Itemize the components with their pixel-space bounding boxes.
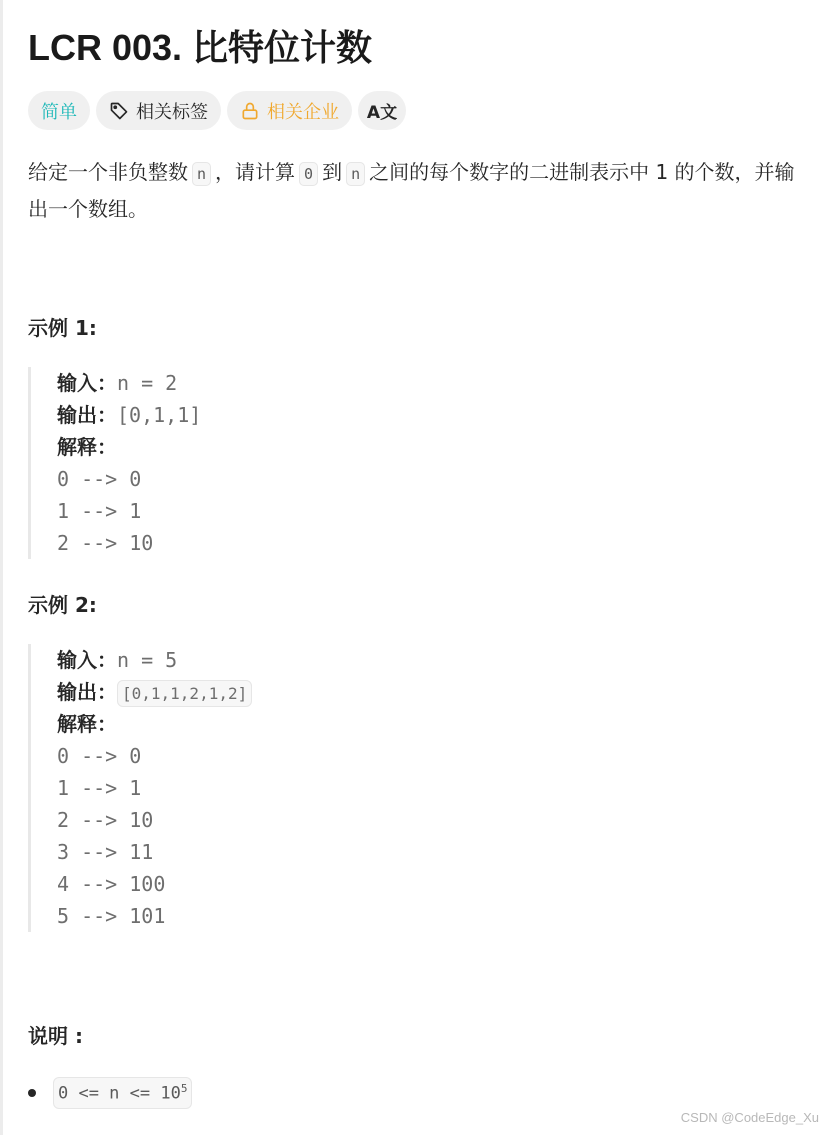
explain-line: 2 --> 10 <box>57 531 154 555</box>
explain-line: 3 --> 11 <box>57 840 154 864</box>
notes-heading: 说明 : <box>28 1024 83 1048</box>
inline-code: 0 <box>299 162 318 186</box>
bullet-dot <box>28 1089 36 1097</box>
difficulty-tag[interactable] <box>28 91 90 130</box>
tag-icon <box>109 101 129 121</box>
companies-label: 相关企业 <box>267 101 339 123</box>
problem-title: LCR 003. 比特位计数 <box>28 27 373 68</box>
explain-line: 0 --> 0 <box>57 467 142 491</box>
tag-bar <box>28 91 406 130</box>
left-border <box>0 0 3 1135</box>
topics-tag-button[interactable] <box>96 91 221 130</box>
translate-icon: A文 <box>366 103 398 123</box>
problem-description: 给定一个非负整数 n ，请计算 0 到 n 之间的每个数字的二进制表示中 1 的个数，并输出一个数组。 <box>28 160 795 221</box>
explain-line: 4 --> 100 <box>57 872 166 896</box>
translate-button[interactable] <box>358 91 406 130</box>
example-2-output: [0,1,1,2,1,2] <box>117 680 252 707</box>
constraint-code: $0 <= n <= 10^5$ <box>53 1077 192 1109</box>
example-2-block: 输入：n = 5 输出： [0,1,1,2,1,2] 解释： 0 --> 0 1 --> 1 2 --> 10 3 --> 11 4 --> 100 5 --> 101 <box>28 644 252 932</box>
companies-tag-button[interactable] <box>227 91 352 130</box>
inline-code: n <box>346 162 365 186</box>
explain-line: 5 --> 101 <box>57 904 166 928</box>
difficulty-label: 简单 <box>41 101 77 123</box>
explain-line: 1 --> 1 <box>57 499 142 523</box>
example-2-heading: 示例 2: <box>28 593 97 617</box>
inline-code: n <box>192 162 211 186</box>
example-1-input: n = 2 <box>117 371 178 395</box>
example-2-input: n = 5 <box>117 648 178 672</box>
watermark: CSDN @CodeEdge_Xu <box>680 1110 819 1125</box>
explain-line: 0 --> 0 <box>57 744 142 768</box>
constraint-item <box>28 1077 192 1109</box>
example-1-block: 输入：n = 2 输出：[0,1,1] 解释： 0 --> 0 1 --> 1 2 --> 10 <box>28 367 201 559</box>
example-1-heading: 示例 1: <box>28 316 97 340</box>
topics-label: 相关标签 <box>136 101 208 123</box>
example-1-output: [0,1,1] <box>117 403 202 427</box>
explain-line: 2 --> 10 <box>57 808 154 832</box>
lock-icon <box>240 101 260 121</box>
explain-line: 1 --> 1 <box>57 776 142 800</box>
